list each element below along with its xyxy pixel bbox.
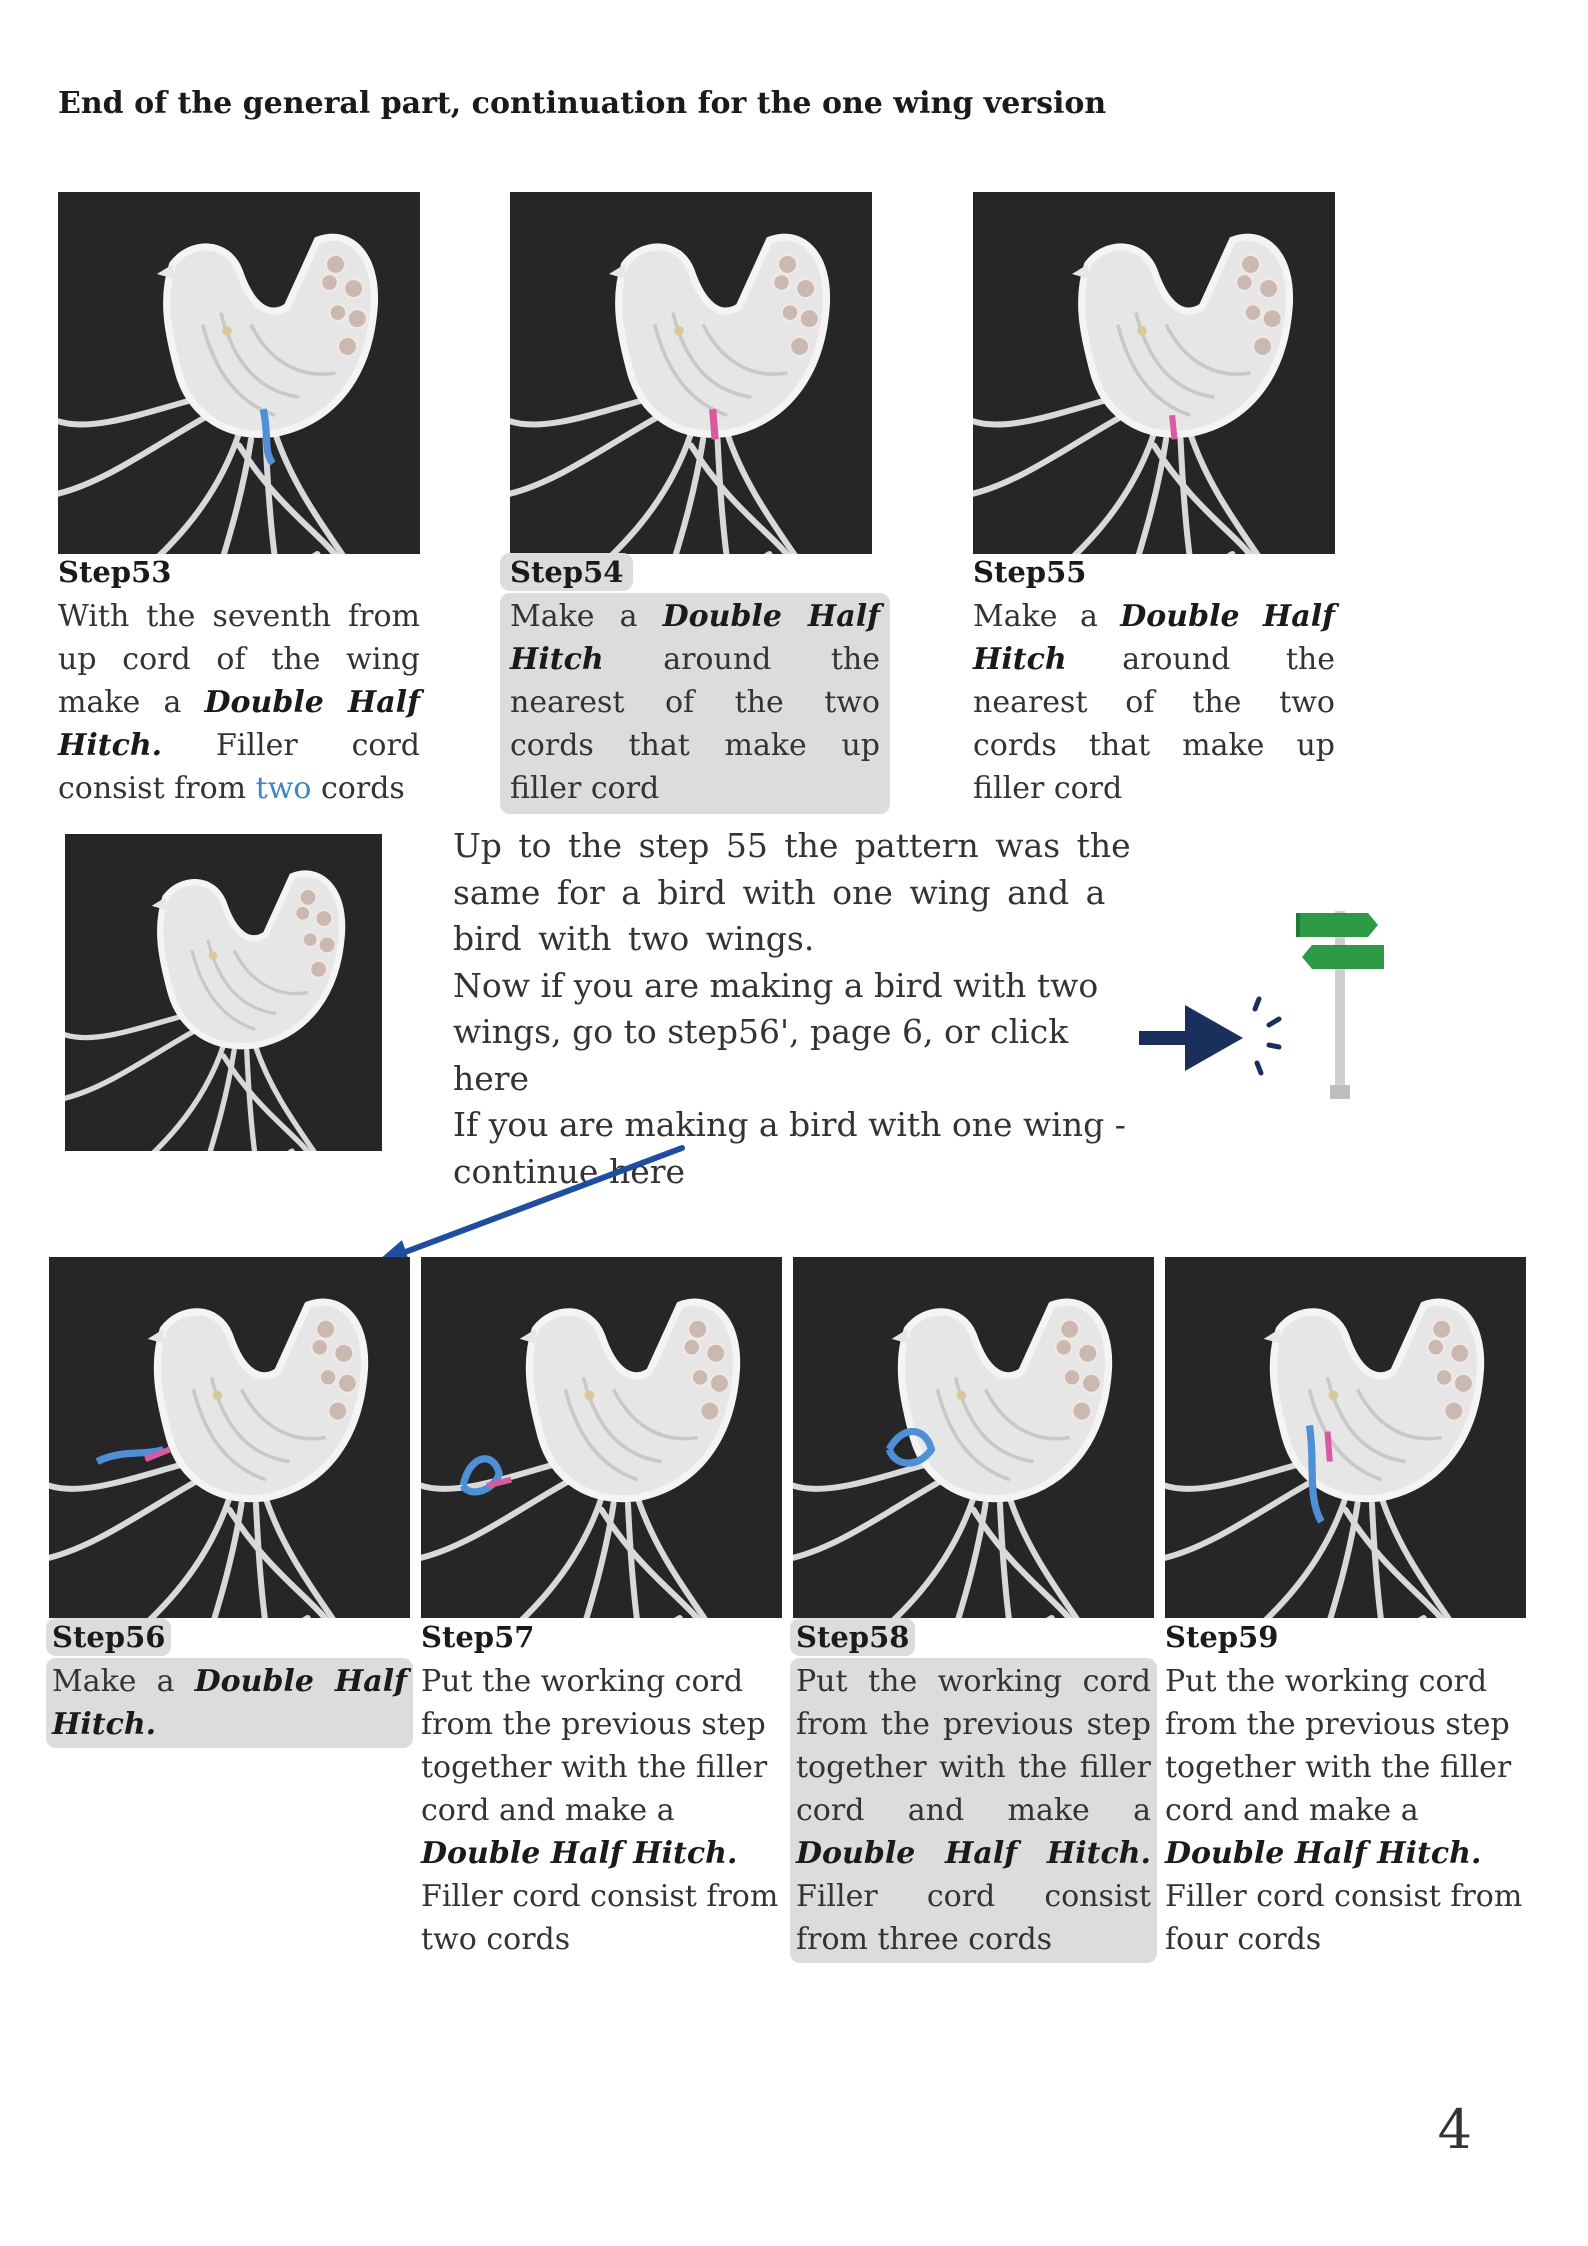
step-description: Put the working cord from the previous step together with the filler cord and make a Double Half Hitch. Filler cord consist from four cords: [1165, 1664, 1523, 1957]
step-label: Step57: [421, 1620, 535, 1654]
step-description: With the seventh from up cord of the wing make a Double Half Hitch. Filler cord consist from two cords: [58, 599, 420, 806]
step-label: Step59: [1165, 1620, 1279, 1654]
step-description: Put the working cord from the previous step together with the filler cord and make a Double Half Hitch. Filler cord consist from three cords: [790, 1658, 1157, 1963]
step-description: Put the working cord from the previous step together with the filler cord and make a Double Half Hitch. Filler cord consist from two cords: [421, 1664, 779, 1957]
info-line: If you are making a bird with one wing - continue here: [453, 1105, 1126, 1191]
signpost-icon: [1290, 905, 1390, 1105]
step54-photo: [510, 192, 872, 554]
step57-photo: [421, 1257, 782, 1618]
step-label: Step58: [790, 1618, 915, 1656]
step-description: Make a Double Half Hitch.: [46, 1658, 413, 1748]
step-label: Step54: [500, 553, 633, 591]
step59-photo: [1165, 1257, 1526, 1618]
info-line: Now if you are making a bird with two wings, go to step56', page 6, or click here: [453, 965, 1099, 1098]
step53-photo: [58, 192, 420, 554]
step56-photo: [49, 1257, 410, 1618]
page-title: End of the general part, continuation for the one wing version: [58, 86, 1107, 121]
click-here-arrow-icon[interactable]: [1135, 995, 1285, 1081]
bird-overview-photo: [65, 834, 382, 1151]
step-label: Step53: [58, 555, 172, 589]
step-description: Make a Double Half Hitch around the nearest of the two cords that make up filler cord: [973, 599, 1335, 806]
info-line: Up to the step 55 the pattern was the same for a bird with one wing and a bird with two wings.: [453, 826, 1131, 958]
page-number: 4: [1437, 2098, 1472, 2161]
step55-photo: [973, 192, 1335, 554]
step-label: Step56: [46, 1618, 171, 1656]
step-label: Step55: [973, 555, 1087, 589]
step-description: Make a Double Half Hitch around the nearest of the two cords that make up filler cord: [500, 593, 890, 814]
step58-photo: [793, 1257, 1154, 1618]
